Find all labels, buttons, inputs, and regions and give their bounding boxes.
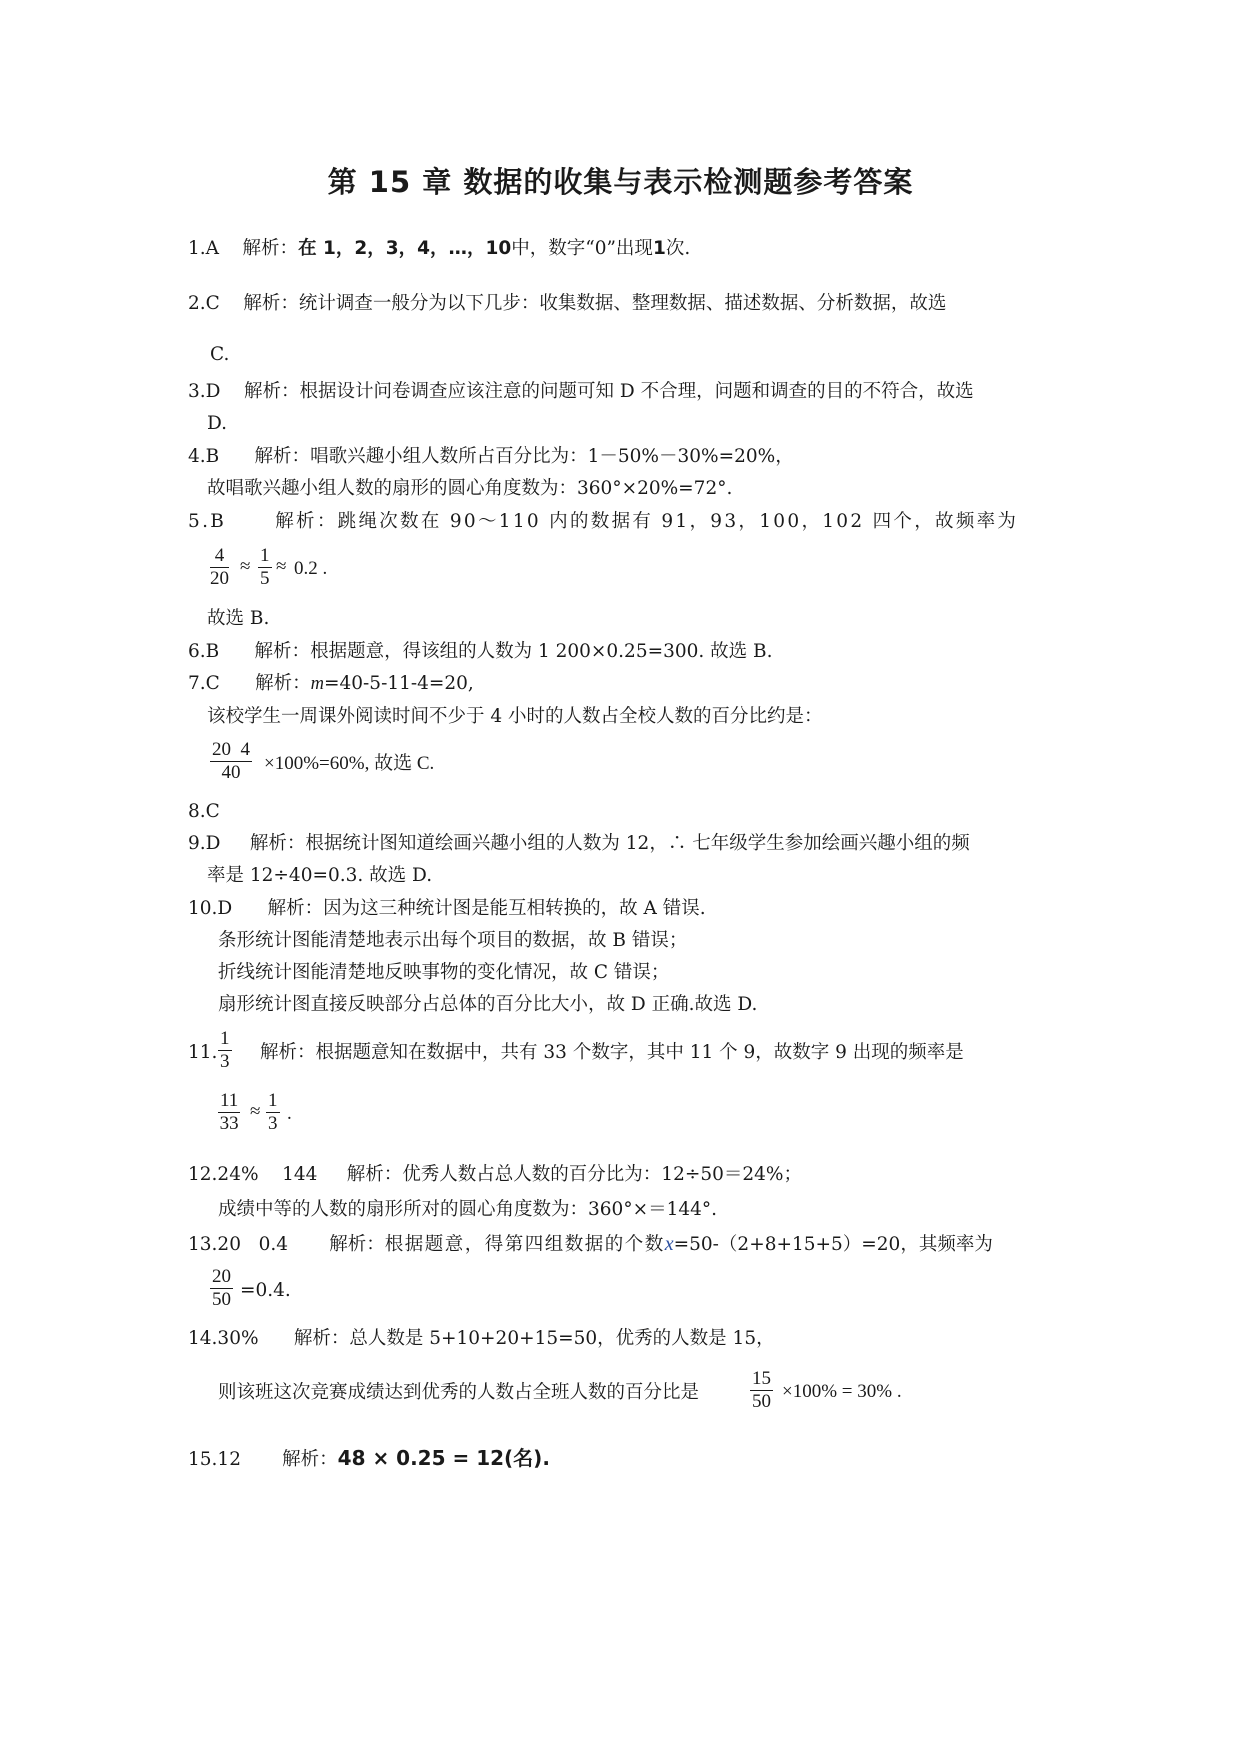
answer-12-cont: 成绩中等的人数的扇形所对的圆心角度数为：360°×＝144°.: [218, 1199, 718, 1220]
analysis-label: 解析：: [244, 381, 300, 402]
answer-5: [188, 510, 1018, 534]
analysis-label: 解析：: [260, 1042, 316, 1063]
answer-text: 跳绳次数在 90～110 内的数据有 91，93，100，102 四个，故频率为: [337, 511, 1019, 532]
answer-number: 3.D: [188, 381, 221, 402]
analysis-label: 解析：: [254, 446, 311, 467]
answer-15: [188, 1446, 550, 1472]
answer-number: 5.B: [188, 511, 227, 532]
answer-7: [188, 672, 474, 696]
answer-14-result: ×100% = 30% .: [782, 1381, 902, 1402]
answer-number: 10.D: [188, 898, 233, 919]
equals-symbol: ≈: [276, 556, 287, 577]
answer-7-result: ×100%=60%, 故选 C.: [264, 753, 435, 774]
answer-2: [188, 292, 946, 316]
equals-symbol: ≈: [250, 1101, 261, 1122]
analysis-label: 解析：: [329, 1234, 385, 1255]
answer-2-cont: C.: [210, 344, 230, 365]
fraction: 11 33: [219, 1090, 239, 1134]
answer-value: 30%: [217, 1328, 259, 1349]
answer-8: [188, 800, 220, 824]
answer-value: 24% 144: [217, 1164, 318, 1185]
answer-10-line-2: 条形统计图能清楚地表示出每个项目的数据，故 B 错误；: [218, 930, 688, 951]
answer-number: 2.C: [188, 293, 220, 314]
answer-9-cont: 率是 12÷40=0.3. 故选 D.: [207, 865, 433, 886]
answer-9: [188, 832, 970, 856]
answer-3-cont: D.: [207, 413, 228, 434]
answer-4: [188, 445, 794, 469]
answer-13-result: =0.4.: [240, 1280, 291, 1301]
answer-text: 次.: [665, 238, 691, 259]
answer-text: 根据题意知在数据中，共有 33 个数字，其中 11 个 9，故数字 9 出现的频率是: [315, 1042, 964, 1063]
period: .: [287, 1103, 292, 1124]
answer-number: 7.C: [188, 673, 220, 694]
answer-text: 在 1，2，3，4，…，10: [298, 238, 512, 259]
answer-value: 20 0.4: [217, 1234, 289, 1255]
answer-text: =40-5-11-4=20,: [324, 673, 474, 694]
answer-text: 唱歌兴趣小组人数所占百分比为：1－50%－30%=20%，: [310, 446, 794, 467]
variable: x: [664, 1233, 674, 1255]
answer-10-line-3: 折线统计图能清楚地反映事物的变化情况，故 C 错误；: [218, 962, 670, 983]
answer-6: [188, 640, 773, 664]
page-title: 第 15 章 数据的收集与表示检测题参考答案: [327, 165, 914, 199]
analysis-label: 解析：: [242, 238, 299, 259]
answer-number: 14.: [188, 1328, 218, 1349]
answer-text: =50-（2+8+15+5）=20，其频率为: [673, 1234, 993, 1255]
analysis-label: 解析：: [282, 1449, 338, 1470]
fraction: 20 50: [212, 1266, 231, 1310]
analysis-label: 解析：: [346, 1164, 403, 1185]
fraction: 4 20: [210, 545, 229, 589]
answer-13: [188, 1232, 993, 1257]
variable: m: [310, 674, 324, 694]
analysis-label: 解析：: [293, 1328, 350, 1349]
answer-number: 6.B: [188, 641, 220, 662]
answer-text: 48 × 0.25 = 12(名).: [337, 1446, 550, 1470]
answer-text: 统计调查一般分为以下几步：收集数据、整理数据、描述数据、分析数据，故选: [298, 293, 947, 314]
answer-7-cont: 该校学生一周课外阅读时间不少于 4 小时的人数占全校人数的百分比约是：: [207, 706, 823, 727]
answer-text: 因为这三种统计图是能互相转换的，故 A 错误.: [323, 898, 706, 919]
answer-11: [260, 1041, 964, 1065]
fraction: 1 5: [260, 545, 270, 589]
answer-text: 优秀人数占总人数的百分比为：12÷50＝24%；: [402, 1164, 802, 1185]
analysis-label: 解析：: [249, 833, 306, 854]
answer-14-cont: 则该班这次竞赛成绩达到优秀的人数占全班人数的百分比是: [218, 1382, 700, 1403]
answer-value: 12: [217, 1449, 241, 1470]
analysis-label: 解析：: [275, 511, 338, 532]
answer-10: [188, 897, 706, 921]
analysis-label: 解析：: [255, 673, 311, 694]
answer-1: [188, 237, 690, 261]
answer-5-cont: 故选 B.: [207, 608, 270, 629]
fraction: 1 3: [220, 1028, 230, 1072]
answer-14: [188, 1327, 775, 1351]
answer-number: 4.B: [188, 446, 220, 467]
fraction: 20 4 40: [212, 739, 250, 783]
answer-number: 13.: [188, 1234, 218, 1255]
answer-12: [188, 1163, 802, 1187]
answer-text: 根据题意，得该组的人数为 1 200×0.25=300. 故选 B.: [310, 641, 773, 662]
answer-3: [188, 380, 974, 404]
answer-10-line-4: 扇形统计图直接反映部分占总体的百分比大小，故 D 正确.故选 D.: [218, 994, 758, 1015]
analysis-label: 解析：: [243, 293, 299, 314]
answer-text: 根据题意，得第四组数据的个数: [384, 1234, 665, 1255]
answer-text: 中，数字“0”出现: [511, 238, 653, 259]
answer-text: 根据统计图知道绘画兴趣小组的人数为 12，∴ 七年级学生参加绘画兴趣小组的频: [305, 833, 970, 854]
answer-4-cont: 故唱歌兴趣小组人数的扇形的圆心角度数为：360°×20%=72°.: [207, 478, 733, 499]
answer-number: 9.D: [188, 833, 221, 854]
answer-number: 1.A: [188, 238, 220, 259]
answer-text: 总人数是 5+10+20+15=50，优秀的人数是 15，: [349, 1328, 775, 1349]
answer-text: 根据设计问卷调查应该注意的问题可知 D 不合理，问题和调查的目的不符合，故选: [299, 381, 974, 402]
answer-number: 12.: [188, 1164, 218, 1185]
fraction: 1 3: [268, 1090, 278, 1134]
analysis-label: 解析：: [254, 641, 311, 662]
answer-11-number: 11.: [188, 1042, 218, 1063]
equals-symbol: ≈: [240, 556, 251, 577]
answer-number: 15.: [188, 1449, 218, 1470]
answer-text: 1: [652, 238, 666, 259]
fraction: 15 50: [752, 1368, 771, 1412]
answer-value: 0.2 .: [294, 558, 328, 579]
answer-number: 8.C: [188, 801, 220, 822]
analysis-label: 解析：: [267, 898, 324, 919]
